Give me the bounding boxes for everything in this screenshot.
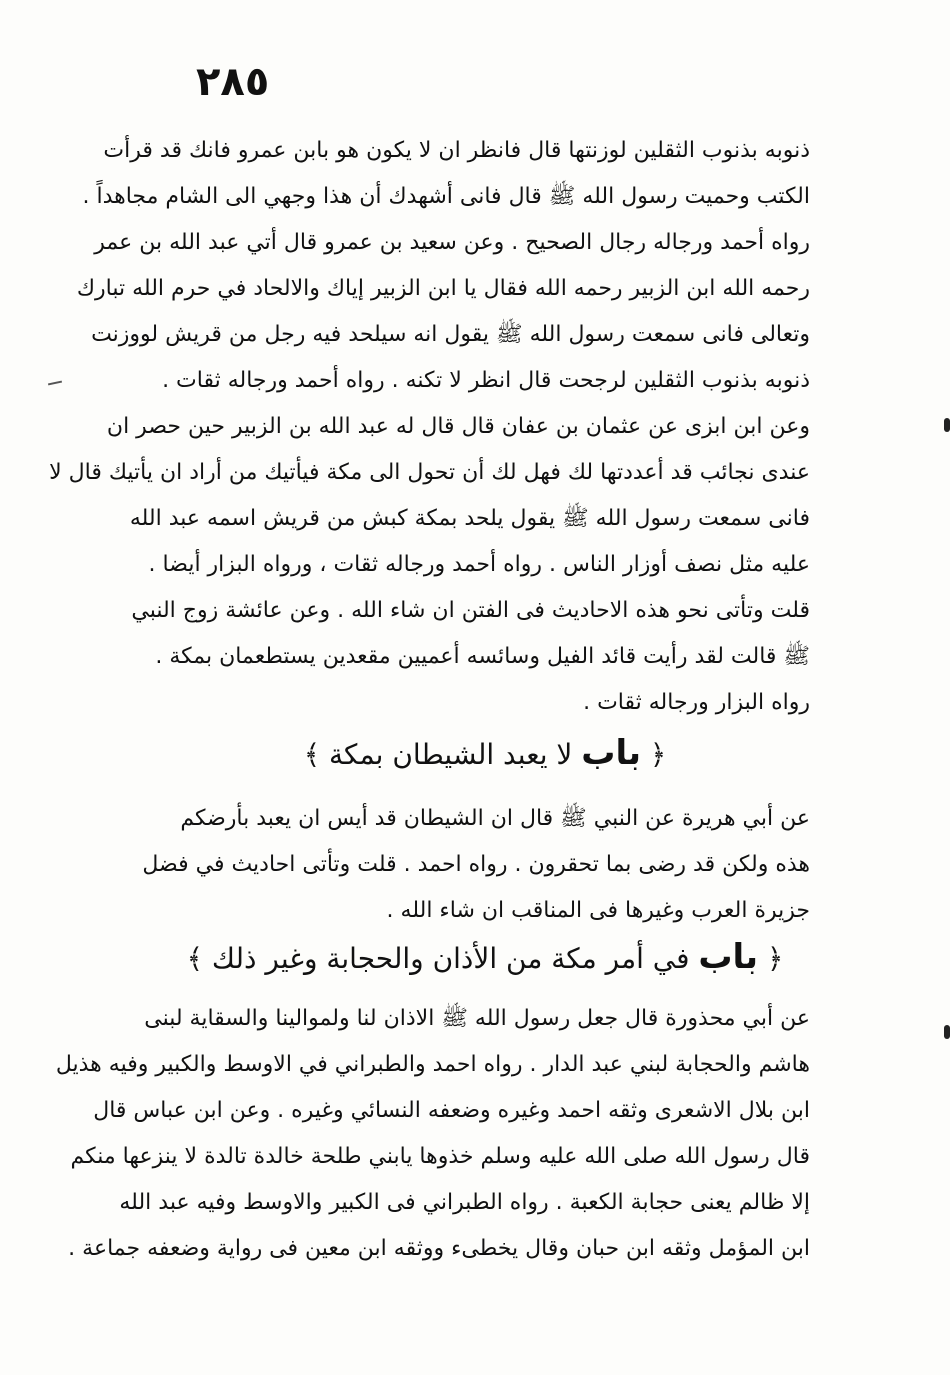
paragraph-block-2 (142, 796, 810, 934)
chapter-heading-1 (160, 733, 810, 773)
text-line: رواه أحمد ورجاله رجال الصحيح . وعن سعيد بن عمرو قال أتي عبد الله بن عمر (94, 230, 810, 255)
text-line: ذنوبه بذنوب الثقلين لرجحت قال انظر لا تكنه . رواه أحمد ورجاله ثقات . (162, 368, 810, 393)
heading-bab-word: باب (698, 937, 759, 977)
text-line: وتعالى فانى سمعت رسول الله ﷺ يقول انه سيلحد فيه رجل من قريش لووزنت (91, 322, 810, 347)
text-line: رواه البزار ورجاله ثقات . (583, 690, 810, 715)
text-line: إلا ظالم يعنى حجابة الكعبة . رواه الطبراني فى الكبير والاوسط وفيه عبد الله (119, 1190, 810, 1215)
paragraph-block-3 (55, 996, 810, 1272)
text-line: قلت وتأتى نحو هذه الاحاديث فى الفتن ان شاء الله . وعن عائشة زوج النبي (131, 598, 810, 623)
paragraph-block-1 (49, 128, 810, 726)
text-line: فانى سمعت رسول الله ﷺ يقول يلحد بمكة كبش من قريش اسمه عبد الله (129, 506, 810, 531)
text-line: ﷺ قالت لقد رأيت قائد الفيل وسائسه أعميين مقعدين يستطعمان بمكة . (155, 644, 810, 669)
heading-title: لا يعبد الشيطان بمكة (320, 738, 582, 771)
text-line: رحمه الله ابن الزبير رحمه الله فقال يا ابن الزبير إياك والالحاد في حرم الله تبارك (76, 276, 810, 301)
text-line: هاشم والحجابة لبني عبد الدار . رواه احمد والطبراني في الاوسط والكبير وفيه هذيل (55, 1052, 810, 1077)
ornament-bracket-close: ﴾ (186, 942, 203, 975)
text-line: وعن ابن ابزى عن عثمان بن عفان قال قال له عبد الله بن الزبير حين حصر ان (106, 414, 810, 439)
heading-bab-word: باب (581, 733, 641, 773)
ornament-bracket-open: ﴿ (640, 738, 667, 771)
text-line: ذنوبه بذنوب الثقلين لوزنتها قال فانظر ان لا يكون هو بابن عمرو فانك قد قرأت (103, 138, 810, 163)
scan-edge-mark (944, 1025, 950, 1039)
scan-edge-mark (944, 418, 950, 432)
text-line: ابن المؤمل وثقه ابن حبان وقال يخطىء ووثقه ابن معين فى رواية وضعفه جماعة . (68, 1236, 810, 1261)
text-line: هذه ولكن قد رضى بما تحقرون . رواه احمد . قلت وتأتى احاديث في فضل (142, 852, 810, 877)
text-line: عن أبي هريرة عن النبي ﷺ قال ان الشيطان قد أيس ان يعبد بأرضكم (180, 806, 810, 831)
chapter-heading-2 (160, 937, 810, 977)
text-line: جزيرة العرب وغيرها فى المناقب ان شاء الله . (386, 898, 810, 923)
page-number: ٢٨٥ (196, 59, 270, 105)
ornament-bracket-close: ﴾ (303, 738, 321, 771)
text-line: عليه مثل نصف أوزار الناس . رواه أحمد ورجاله ثقات ، ورواه البزار أيضا . (148, 552, 810, 577)
text-line: قال رسول الله صلى الله عليه وسلم خذوها يابني طلحة خالدة تالدة لا ينزعها منكم (70, 1144, 810, 1169)
text-line: عن أبي محذورة قال جعل رسول الله ﷺ الاذان لنا ولموالينا والسقاية لبنى (144, 1006, 810, 1031)
text-line: عندى نجائب قد أعددتها لك فهل لك أن تحول الى مكة فيأتيك من أراد ان يأتيك قال لا (49, 460, 810, 485)
text-line: الكتب وحميت رسول الله ﷺ قال فانى أشهدك أن هذا وجهي الى الشام مجاهداً . (82, 184, 810, 209)
heading-title: في أمر مكة من الأذان والحجابة وغير ذلك (203, 942, 699, 975)
scan-margin-mark (48, 381, 62, 386)
ornament-bracket-open: ﴿ (758, 942, 784, 975)
text-line: ابن بلال الاشعرى وثقه احمد وغيره وضعفه النسائي وغيره . وعن ابن عباس قال (93, 1098, 810, 1123)
